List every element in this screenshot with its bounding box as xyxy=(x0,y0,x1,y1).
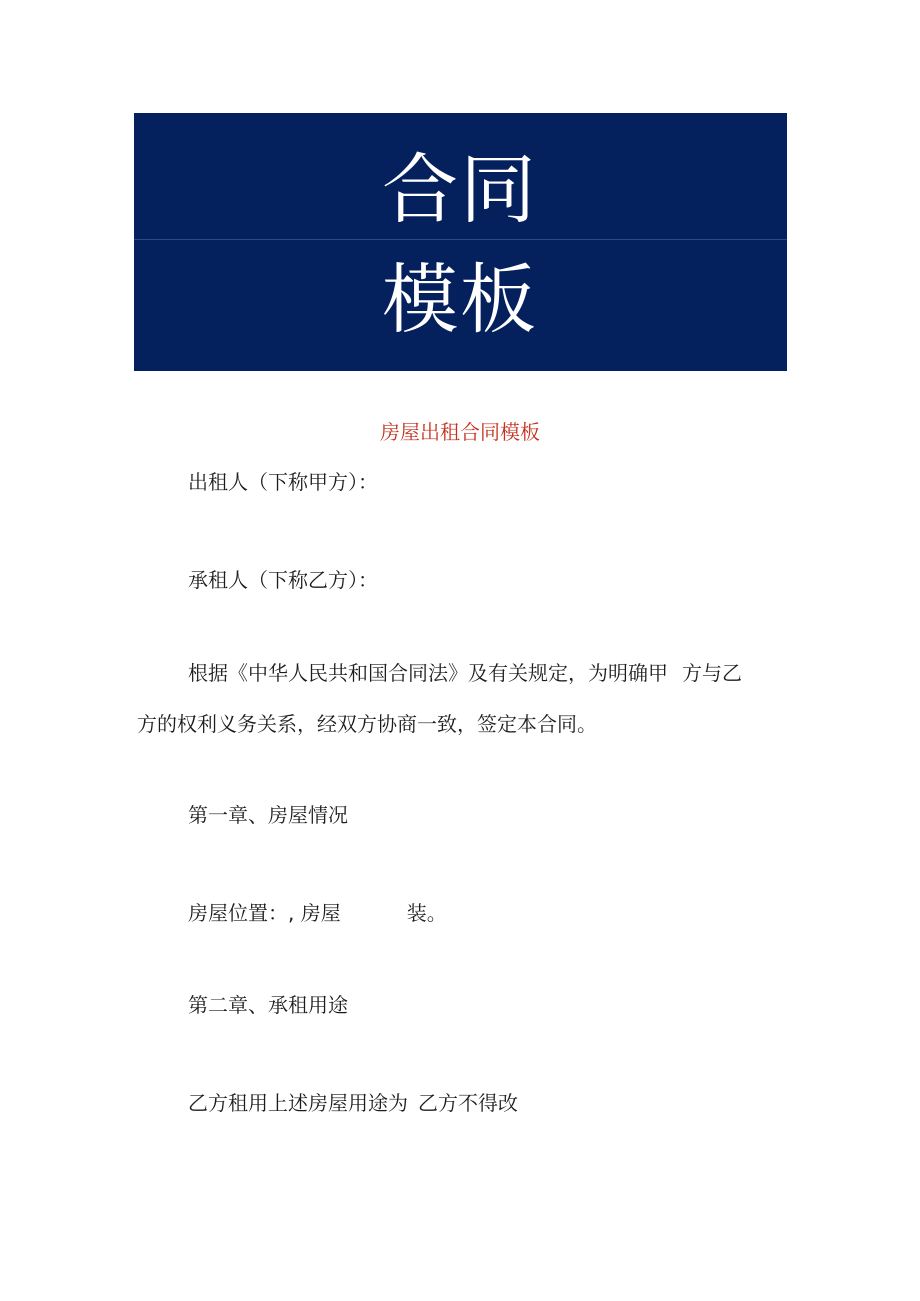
preamble-line-1 xyxy=(188,659,742,687)
banner-divider xyxy=(134,239,787,240)
banner-title-line1: 合同 xyxy=(382,145,538,234)
chapter-2-heading: 第二章、承租用途 xyxy=(188,993,348,1017)
location-text-b: 装。 xyxy=(406,901,447,925)
location-line xyxy=(188,899,447,927)
usage-text-a: 乙方租用上述房屋用途为 xyxy=(188,1091,408,1115)
document-title: 房屋出租合同模板 xyxy=(380,420,540,444)
usage-line xyxy=(188,1089,518,1117)
banner-title-line2: 模板 xyxy=(382,255,538,344)
lessee-line: 承租人（下称乙方）： xyxy=(188,568,378,592)
location-text-a: 房屋位置：, 房屋 xyxy=(188,901,341,925)
usage-text-b: 乙方不得改 xyxy=(418,1091,518,1115)
lessor-line: 出租人（下称甲方）： xyxy=(188,470,378,494)
preamble-line-2: 方的权利义务关系，经双方协商一致，签定本合同。 xyxy=(137,712,597,736)
chapter-1-heading: 第一章、房屋情况 xyxy=(188,803,348,827)
preamble-text-1a: 根据《中华人民共和国合同法》及有关规定，为明确甲 xyxy=(188,661,668,685)
preamble-text-1b: 方与乙 xyxy=(682,661,742,685)
